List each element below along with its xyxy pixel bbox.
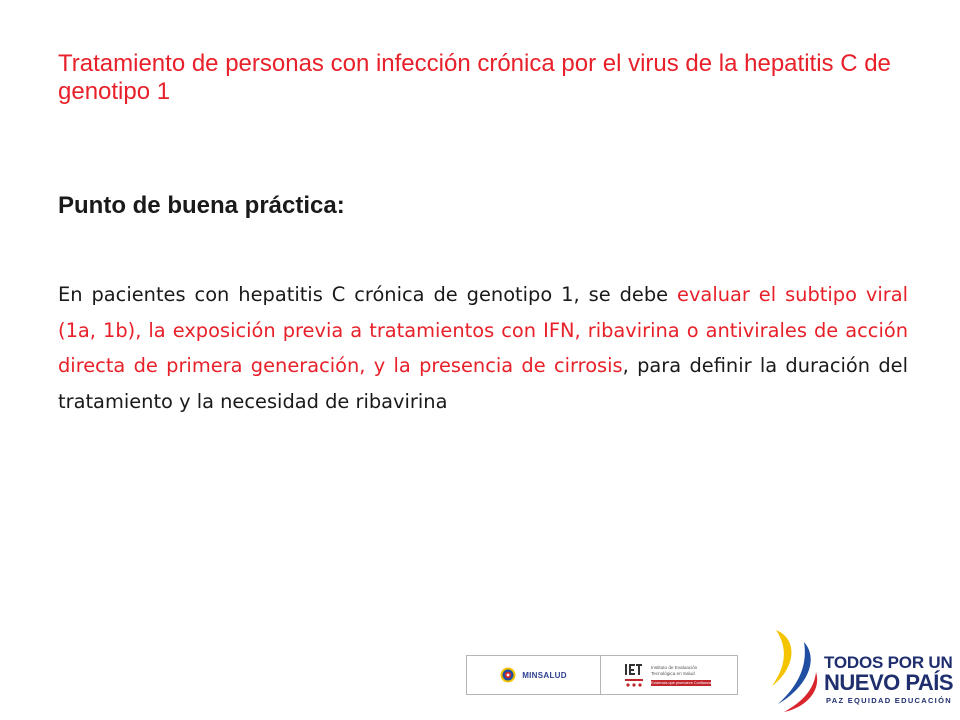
minsalud-label: MINSALUD xyxy=(522,670,567,680)
iets-line-2: Tecnológica en Salud xyxy=(651,671,695,676)
colombia-seal-icon xyxy=(500,667,516,683)
minsalud-logo xyxy=(467,656,601,694)
iets-tagline: Evidencia que promueve Confianza xyxy=(651,680,711,685)
iets-line-1: Instituto de Evaluación xyxy=(651,664,698,670)
todos-por-un-nuevo-pais-logo xyxy=(764,630,954,712)
tpu-line-1: TODOS POR UN xyxy=(824,653,953,672)
body-segment-highlight: evaluar el subtipo viral (1a, 1b), la exposición previa a tratamientos con IFN, ribavirina o antivirales de acción directa de primera generación, y la presencia de cirrosis xyxy=(58,283,908,377)
body-segment-1: En pacientes con hepatitis C crónica de genotipo 1, se debe xyxy=(58,283,678,306)
body-segment-3: , para definir la duración del tratamiento y la necesidad de ribavirina xyxy=(58,354,908,413)
iets-logo-icon xyxy=(623,660,645,690)
iets-text xyxy=(651,665,711,686)
tpu-line-2: NUEVO PAÍS xyxy=(824,670,954,695)
partner-logo-strip xyxy=(466,655,738,695)
section-heading: Punto de buena práctica: xyxy=(58,192,345,219)
tpu-line-3: PAZ EQUIDAD EDUCACIÓN xyxy=(826,696,952,705)
body-paragraph xyxy=(58,277,908,419)
iets-logo xyxy=(601,656,737,694)
slide-title: Tratamiento de personas con infección crónica por el virus de la hepatitis C de genotipo 1 xyxy=(58,50,891,105)
flag-flame-icon xyxy=(764,630,824,712)
